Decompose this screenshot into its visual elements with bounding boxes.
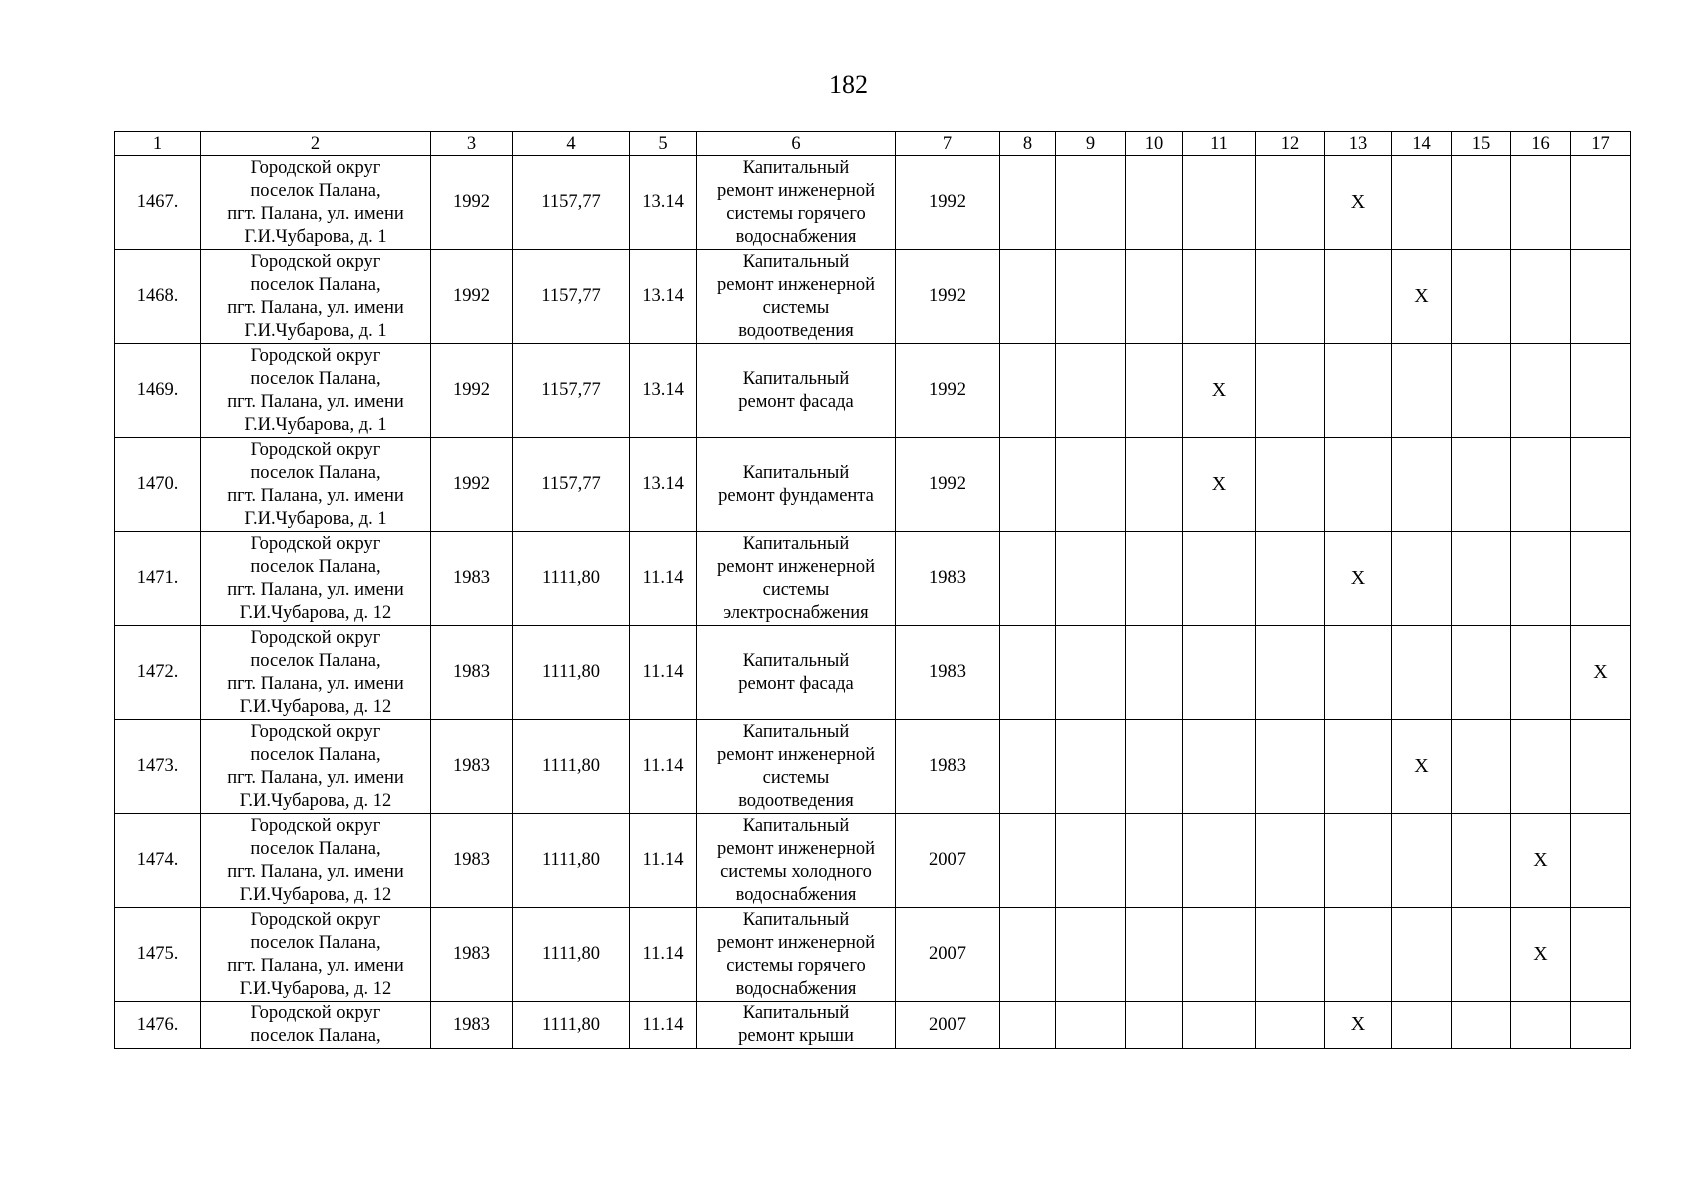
year-column-11-cell	[1183, 438, 1256, 532]
column-number-17: 17	[1571, 132, 1631, 156]
year-column-9-cell	[1056, 814, 1126, 908]
area-cell-text: 1157,77	[541, 192, 601, 212]
year-column-12-cell	[1256, 156, 1325, 250]
repair-type-cell-text: Капитальный ремонт инженерной системы водоотведения	[717, 721, 875, 811]
column-number-3: 3	[431, 132, 513, 156]
year-column-17-cell	[1571, 532, 1631, 626]
year-column-13-cell	[1325, 156, 1392, 250]
repair-type-cell	[697, 532, 896, 626]
last-repair-year-cell-text: 2007	[929, 1014, 966, 1035]
year-column-8-cell	[1000, 814, 1056, 908]
code-cell	[630, 720, 697, 814]
row-number-cell-text: 1469.	[136, 380, 179, 400]
commission-year-cell	[431, 438, 513, 532]
last-repair-year-cell-text: 1992	[929, 474, 966, 494]
row-number-cell	[115, 156, 201, 250]
table-row	[115, 720, 1631, 814]
year-column-16-cell	[1511, 626, 1571, 720]
year-column-10-cell	[1126, 532, 1183, 626]
year-column-12-cell	[1256, 250, 1325, 344]
last-repair-year-cell-text: 1983	[929, 568, 966, 588]
repair-type-cell-text: Капитальный ремонт инженерной системы холодного водоснабжения	[717, 815, 875, 905]
year-column-17-cell	[1571, 250, 1631, 344]
year-column-12-cell	[1256, 626, 1325, 720]
address-cell-text: Городской округ поселок Палана, пгт. Палана, ул. имени Г.И.Чубарова, д. 1	[227, 345, 404, 435]
commission-year-cell	[431, 626, 513, 720]
page-number: 182	[829, 70, 868, 99]
row-number-cell-text: 1474.	[136, 850, 179, 870]
year-column-8-cell	[1000, 908, 1056, 1002]
area-cell	[513, 1002, 630, 1049]
year-column-14-cell	[1392, 908, 1452, 1002]
address-cell-text: Городской округ поселок Палана, пгт. Палана, ул. имени Г.И.Чубарова, д. 1	[227, 251, 404, 341]
column-number-11: 11	[1183, 132, 1256, 156]
code-cell	[630, 814, 697, 908]
year-column-11-cell	[1183, 1002, 1256, 1049]
year-column-16-cell	[1511, 438, 1571, 532]
code-cell	[630, 156, 697, 250]
year-column-15-cell	[1452, 156, 1511, 250]
last-repair-year-cell	[896, 250, 1000, 344]
address-cell	[201, 532, 431, 626]
year-column-9-cell	[1056, 344, 1126, 438]
last-repair-year-cell-text: 1983	[929, 662, 966, 682]
year-column-16-cell	[1511, 814, 1571, 908]
year-column-10-cell	[1126, 908, 1183, 1002]
repair-type-cell	[697, 250, 896, 344]
commission-year-cell-text: 1983	[453, 756, 490, 776]
commission-year-cell-text: 1992	[453, 192, 490, 212]
area-cell	[513, 250, 630, 344]
year-column-9-cell	[1056, 250, 1126, 344]
year-column-10-cell	[1126, 626, 1183, 720]
table-row	[115, 814, 1631, 908]
mark-x: X	[1414, 754, 1429, 777]
address-cell	[201, 720, 431, 814]
last-repair-year-cell	[896, 156, 1000, 250]
year-column-8-cell	[1000, 250, 1056, 344]
year-column-11-cell	[1183, 814, 1256, 908]
code-cell	[630, 438, 697, 532]
year-column-11-cell	[1183, 344, 1256, 438]
year-column-12-cell	[1256, 814, 1325, 908]
address-cell	[201, 626, 431, 720]
year-column-17-cell	[1571, 438, 1631, 532]
year-column-17-cell	[1571, 720, 1631, 814]
repair-type-cell-text: Капитальный ремонт фундамента	[718, 462, 874, 506]
area-cell	[513, 814, 630, 908]
commission-year-cell-text: 1992	[453, 286, 490, 306]
mark-x: X	[1350, 566, 1366, 589]
year-column-9-cell	[1056, 532, 1126, 626]
repair-type-cell-text: Капитальный ремонт фасада	[738, 368, 854, 412]
area-cell-text: 1157,77	[541, 380, 601, 400]
address-cell	[201, 438, 431, 532]
row-number-cell-text: 1471.	[136, 568, 179, 588]
commission-year-cell-text: 1983	[453, 568, 490, 588]
area-cell	[513, 720, 630, 814]
year-column-12-cell	[1256, 532, 1325, 626]
row-number-cell	[115, 720, 201, 814]
last-repair-year-cell	[896, 438, 1000, 532]
address-cell-text: Городской округ поселок Палана,	[250, 1003, 381, 1046]
last-repair-year-cell-text: 2007	[929, 850, 966, 870]
column-number-15: 15	[1452, 132, 1511, 156]
commission-year-cell-text: 1992	[453, 474, 490, 494]
year-column-10-cell	[1126, 156, 1183, 250]
year-column-17-cell	[1571, 814, 1631, 908]
column-number-5: 5	[630, 132, 697, 156]
year-column-15-cell	[1452, 438, 1511, 532]
last-repair-year-cell	[896, 626, 1000, 720]
code-cell-text: 13.14	[642, 474, 684, 494]
column-number-6: 6	[697, 132, 896, 156]
year-column-8-cell	[1000, 720, 1056, 814]
area-cell	[513, 344, 630, 438]
table-row	[115, 438, 1631, 532]
table-row	[115, 156, 1631, 250]
code-cell	[630, 626, 697, 720]
year-column-14-cell	[1392, 814, 1452, 908]
code-cell-text: 13.14	[642, 192, 684, 212]
column-number-7: 7	[896, 132, 1000, 156]
year-column-11-cell	[1183, 720, 1256, 814]
address-cell-text: Городской округ поселок Палана, пгт. Палана, ул. имени Г.И.Чубарова, д. 12	[227, 909, 404, 999]
year-column-8-cell	[1000, 1002, 1056, 1049]
repair-type-cell-text: Капитальный ремонт инженерной системы горячего водоснабжения	[717, 909, 875, 999]
repair-type-cell	[697, 814, 896, 908]
area-cell-text: 1111,80	[541, 568, 601, 588]
row-number-cell	[115, 438, 201, 532]
code-cell	[630, 344, 697, 438]
year-column-14-cell	[1392, 532, 1452, 626]
year-column-10-cell	[1126, 250, 1183, 344]
address-cell-text: Городской округ поселок Палана, пгт. Палана, ул. имени Г.И.Чубарова, д. 12	[227, 627, 404, 717]
mark-x: X	[1350, 1013, 1366, 1035]
table-row	[115, 1002, 1631, 1049]
capital-repair-table	[114, 131, 1631, 1049]
repair-type-cell	[697, 626, 896, 720]
row-number-cell-text: 1467.	[136, 192, 179, 212]
column-number-16: 16	[1511, 132, 1571, 156]
last-repair-year-cell-text: 1983	[929, 756, 966, 776]
commission-year-cell	[431, 250, 513, 344]
repair-type-cell-text: Капитальный ремонт инженерной системы водоотведения	[717, 251, 875, 341]
year-column-9-cell	[1056, 720, 1126, 814]
year-column-11-cell	[1183, 250, 1256, 344]
year-column-15-cell	[1452, 250, 1511, 344]
year-column-13-cell	[1325, 438, 1392, 532]
year-column-16-cell	[1511, 532, 1571, 626]
year-column-12-cell	[1256, 1002, 1325, 1049]
area-cell	[513, 438, 630, 532]
table-row	[115, 250, 1631, 344]
column-number-12: 12	[1256, 132, 1325, 156]
area-cell-text: 1111,80	[541, 944, 601, 964]
year-column-14-cell	[1392, 156, 1452, 250]
commission-year-cell-text: 1983	[453, 944, 490, 964]
column-number-14: 14	[1392, 132, 1452, 156]
area-cell	[513, 626, 630, 720]
year-column-8-cell	[1000, 626, 1056, 720]
row-number-cell	[115, 250, 201, 344]
commission-year-cell	[431, 908, 513, 1002]
last-repair-year-cell	[896, 532, 1000, 626]
code-cell	[630, 1002, 697, 1049]
repair-type-cell	[697, 438, 896, 532]
row-number-cell	[115, 1002, 201, 1049]
address-cell-text: Городской округ поселок Палана, пгт. Палана, ул. имени Г.И.Чубарова, д. 12	[227, 721, 404, 811]
commission-year-cell	[431, 720, 513, 814]
year-column-12-cell	[1256, 720, 1325, 814]
commission-year-cell-text: 1983	[453, 850, 490, 870]
column-number-2: 2	[201, 132, 431, 156]
row-number-cell-text: 1475.	[136, 944, 179, 964]
address-cell-text: Городской округ поселок Палана, пгт. Палана, ул. имени Г.И.Чубарова, д. 1	[227, 157, 404, 247]
year-column-10-cell	[1126, 814, 1183, 908]
year-column-15-cell	[1452, 626, 1511, 720]
repair-type-cell-text: Капитальный ремонт крыши	[738, 1003, 854, 1046]
area-cell-text: 1157,77	[541, 474, 601, 494]
area-cell-text: 1111,80	[541, 850, 601, 870]
code-cell	[630, 908, 697, 1002]
area-cell-text: 1111,80	[541, 756, 601, 776]
column-number-4: 4	[513, 132, 630, 156]
year-column-10-cell	[1126, 720, 1183, 814]
year-column-16-cell	[1511, 1002, 1571, 1049]
table-row	[115, 626, 1631, 720]
year-column-14-cell	[1392, 250, 1452, 344]
code-cell-text: 11.14	[642, 850, 684, 870]
column-number-1: 1	[115, 132, 201, 156]
year-column-14-cell	[1392, 344, 1452, 438]
commission-year-cell	[431, 344, 513, 438]
row-number-cell-text: 1473.	[136, 756, 179, 776]
mark-x: X	[1211, 378, 1227, 401]
year-column-15-cell	[1452, 532, 1511, 626]
address-cell	[201, 344, 431, 438]
row-number-cell	[115, 908, 201, 1002]
last-repair-year-cell-text: 2007	[929, 944, 966, 964]
column-number-13: 13	[1325, 132, 1392, 156]
year-column-16-cell	[1511, 156, 1571, 250]
code-cell-text: 11.14	[642, 944, 684, 964]
year-column-13-cell	[1325, 250, 1392, 344]
code-cell-text: 11.14	[642, 662, 684, 682]
area-cell	[513, 532, 630, 626]
year-column-15-cell	[1452, 1002, 1511, 1049]
row-number-cell	[115, 532, 201, 626]
repair-type-cell	[697, 1002, 896, 1049]
year-column-14-cell	[1392, 1002, 1452, 1049]
year-column-13-cell	[1325, 1002, 1392, 1049]
year-column-15-cell	[1452, 344, 1511, 438]
column-number-10: 10	[1126, 132, 1183, 156]
row-number-cell	[115, 814, 201, 908]
column-number-row	[115, 132, 1631, 156]
year-column-17-cell	[1571, 1002, 1631, 1049]
address-cell	[201, 814, 431, 908]
last-repair-year-cell	[896, 814, 1000, 908]
year-column-16-cell	[1511, 344, 1571, 438]
year-column-13-cell	[1325, 908, 1392, 1002]
year-column-13-cell	[1325, 626, 1392, 720]
commission-year-cell-text: 1983	[453, 662, 490, 682]
year-column-10-cell	[1126, 1002, 1183, 1049]
year-column-14-cell	[1392, 720, 1452, 814]
year-column-11-cell	[1183, 532, 1256, 626]
repair-type-cell	[697, 344, 896, 438]
row-number-cell-text: 1470.	[136, 474, 179, 494]
year-column-15-cell	[1452, 814, 1511, 908]
year-column-11-cell	[1183, 626, 1256, 720]
year-column-9-cell	[1056, 908, 1126, 1002]
year-column-16-cell	[1511, 720, 1571, 814]
year-column-13-cell	[1325, 532, 1392, 626]
area-cell-text: 1157,77	[541, 286, 601, 306]
last-repair-year-cell	[896, 1002, 1000, 1049]
last-repair-year-cell	[896, 720, 1000, 814]
year-column-11-cell	[1183, 908, 1256, 1002]
address-cell-text: Городской округ поселок Палана, пгт. Палана, ул. имени Г.И.Чубарова, д. 12	[227, 815, 404, 905]
repair-type-cell-text: Капитальный ремонт инженерной системы горячего водоснабжения	[717, 157, 875, 247]
repair-type-cell	[697, 908, 896, 1002]
address-cell	[201, 250, 431, 344]
year-column-11-cell	[1183, 156, 1256, 250]
year-column-17-cell	[1571, 156, 1631, 250]
year-column-17-cell	[1571, 908, 1631, 1002]
year-column-16-cell	[1511, 250, 1571, 344]
code-cell	[630, 532, 697, 626]
code-cell-text: 13.14	[642, 380, 684, 400]
area-cell-text: 1111,80	[541, 662, 601, 682]
code-cell-text: 11.14	[642, 568, 684, 588]
commission-year-cell	[431, 532, 513, 626]
column-number-8: 8	[1000, 132, 1056, 156]
year-column-8-cell	[1000, 438, 1056, 532]
last-repair-year-cell-text: 1992	[929, 286, 966, 306]
year-column-12-cell	[1256, 908, 1325, 1002]
commission-year-cell-text: 1983	[453, 1014, 490, 1035]
row-number-cell	[115, 626, 201, 720]
table-row	[115, 344, 1631, 438]
repair-type-cell-text: Капитальный ремонт инженерной системы электроснабжения	[717, 533, 875, 623]
code-cell-text: 11.14	[642, 756, 684, 776]
area-cell	[513, 908, 630, 1002]
year-column-9-cell	[1056, 156, 1126, 250]
repair-type-cell-text: Капитальный ремонт фасада	[738, 650, 854, 694]
mark-x: X	[1350, 190, 1366, 213]
year-column-13-cell	[1325, 814, 1392, 908]
table-row	[115, 908, 1631, 1002]
year-column-13-cell	[1325, 344, 1392, 438]
mark-x: X	[1533, 848, 1548, 871]
mark-x: X	[1414, 284, 1429, 307]
year-column-15-cell	[1452, 908, 1511, 1002]
year-column-8-cell	[1000, 344, 1056, 438]
year-column-8-cell	[1000, 156, 1056, 250]
year-column-12-cell	[1256, 438, 1325, 532]
repair-type-cell	[697, 720, 896, 814]
row-number-cell-text: 1468.	[136, 286, 179, 306]
address-cell	[201, 156, 431, 250]
commission-year-cell	[431, 1002, 513, 1049]
year-column-17-cell	[1571, 344, 1631, 438]
year-column-10-cell	[1126, 344, 1183, 438]
address-cell-text: Городской округ поселок Палана, пгт. Палана, ул. имени Г.И.Чубарова, д. 1	[227, 439, 404, 529]
year-column-8-cell	[1000, 532, 1056, 626]
area-cell-text: 1111,80	[541, 1014, 601, 1035]
repair-type-cell	[697, 156, 896, 250]
mark-x: X	[1593, 660, 1608, 683]
year-column-10-cell	[1126, 438, 1183, 532]
area-cell	[513, 156, 630, 250]
code-cell-text: 13.14	[642, 286, 684, 306]
year-column-9-cell	[1056, 438, 1126, 532]
last-repair-year-cell	[896, 344, 1000, 438]
row-number-cell-text: 1472.	[136, 662, 179, 682]
code-cell	[630, 250, 697, 344]
year-column-9-cell	[1056, 1002, 1126, 1049]
commission-year-cell	[431, 814, 513, 908]
row-number-cell-text: 1476.	[136, 1014, 179, 1035]
column-number-9: 9	[1056, 132, 1126, 156]
year-column-13-cell	[1325, 720, 1392, 814]
year-column-9-cell	[1056, 626, 1126, 720]
year-column-14-cell	[1392, 438, 1452, 532]
commission-year-cell-text: 1992	[453, 380, 490, 400]
address-cell	[201, 1002, 431, 1049]
mark-x: X	[1533, 942, 1548, 965]
year-column-12-cell	[1256, 344, 1325, 438]
year-column-16-cell	[1511, 908, 1571, 1002]
commission-year-cell	[431, 156, 513, 250]
last-repair-year-cell-text: 1992	[929, 192, 966, 212]
address-cell-text: Городской округ поселок Палана, пгт. Палана, ул. имени Г.И.Чубарова, д. 12	[227, 533, 404, 623]
last-repair-year-cell	[896, 908, 1000, 1002]
code-cell-text: 11.14	[642, 1014, 684, 1035]
year-column-17-cell	[1571, 626, 1631, 720]
year-column-15-cell	[1452, 720, 1511, 814]
last-repair-year-cell-text: 1992	[929, 380, 966, 400]
mark-x: X	[1211, 472, 1227, 495]
table-row	[115, 532, 1631, 626]
row-number-cell	[115, 344, 201, 438]
year-column-14-cell	[1392, 626, 1452, 720]
address-cell	[201, 908, 431, 1002]
